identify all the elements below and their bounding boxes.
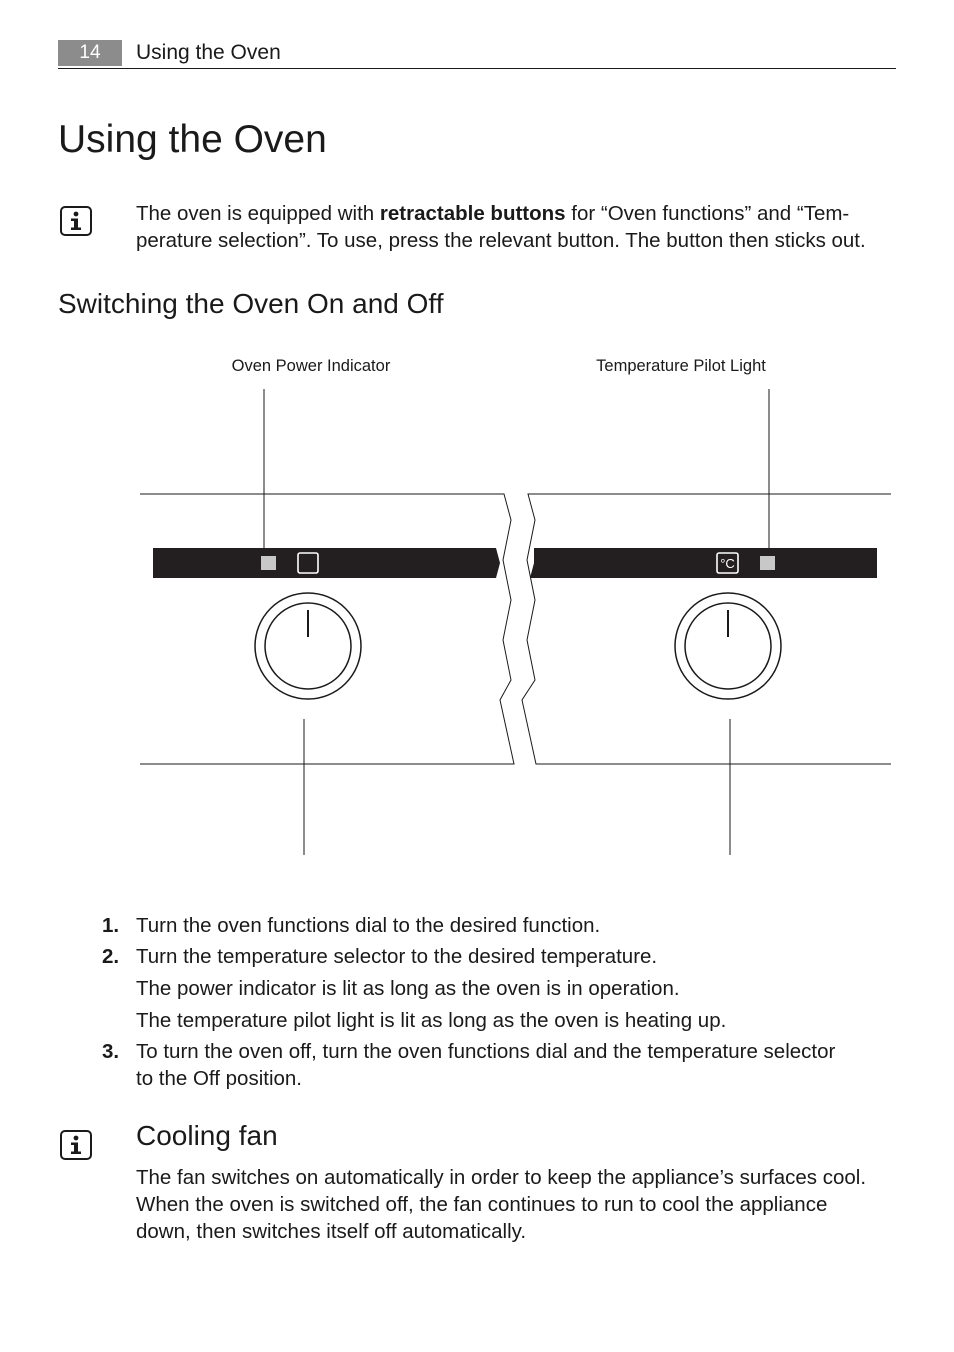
step-number: 3. — [102, 1040, 120, 1063]
cooling-line-3: down, then switches itself off automatically. — [136, 1220, 527, 1243]
intro-text-start: The oven is equipped with — [136, 202, 380, 225]
header-rule — [58, 68, 896, 69]
running-header: Using the Oven — [136, 41, 281, 64]
steps-list — [102, 912, 902, 1096]
control-strip-left — [153, 548, 500, 578]
info-icon — [60, 1130, 92, 1160]
step-item — [102, 1038, 902, 1092]
step-text: Turn the temperature selector to the desired temperature. — [136, 945, 658, 968]
cooling-paragraph — [136, 1164, 906, 1245]
section-heading-switching: Switching the Oven On and Off — [58, 288, 444, 319]
step-note: The temperature pilot light is lit as long as the oven is heating up. — [136, 1009, 727, 1032]
label-oven-power-indicator: Oven Power Indicator — [231, 357, 391, 375]
temperature-symbol-text: °C — [720, 556, 735, 571]
cooling-line-1: The fan switches on automatically in order to keep the appliance’s surfaces cool. — [136, 1166, 867, 1189]
step-text-continued: to the Off position. — [136, 1067, 303, 1090]
step-text: To turn the oven off, turn the oven functions dial and the temperature selector — [136, 1040, 836, 1063]
section-heading-cooling-fan: Cooling fan — [136, 1120, 278, 1151]
intro-text-end: for “Oven functions” and “Tem- — [565, 202, 850, 225]
intro-bold: retractable buttons — [379, 202, 566, 225]
cooling-line-2: When the oven is switched off, the fan continues to run to cool the appliance — [136, 1193, 828, 1216]
page-number: 14 — [58, 40, 122, 66]
label-temperature-pilot-light: Temperature Pilot Light — [596, 357, 766, 375]
step-text: Turn the oven functions dial to the desired function. — [136, 914, 601, 937]
info-icon — [60, 206, 92, 236]
temperature-pilot-light — [760, 556, 775, 570]
control-strip-right — [530, 548, 877, 578]
page-title: Using the Oven — [58, 118, 327, 161]
intro-paragraph — [136, 200, 906, 254]
intro-line-2: perature selection”. To use, press the relevant button. The button then sticks out. — [136, 229, 866, 252]
oven-control-panel-diagram — [0, 340, 954, 870]
step-note: The power indicator is lit as long as the oven is in operation. — [136, 977, 680, 1000]
step-item — [102, 943, 902, 1034]
step-number: 1. — [102, 914, 120, 937]
oven-functions-dial-knob — [255, 593, 361, 699]
step-item — [102, 912, 902, 939]
power-indicator-light — [261, 556, 276, 570]
temperature-selector-knob — [675, 593, 781, 699]
step-number: 2. — [102, 945, 120, 968]
